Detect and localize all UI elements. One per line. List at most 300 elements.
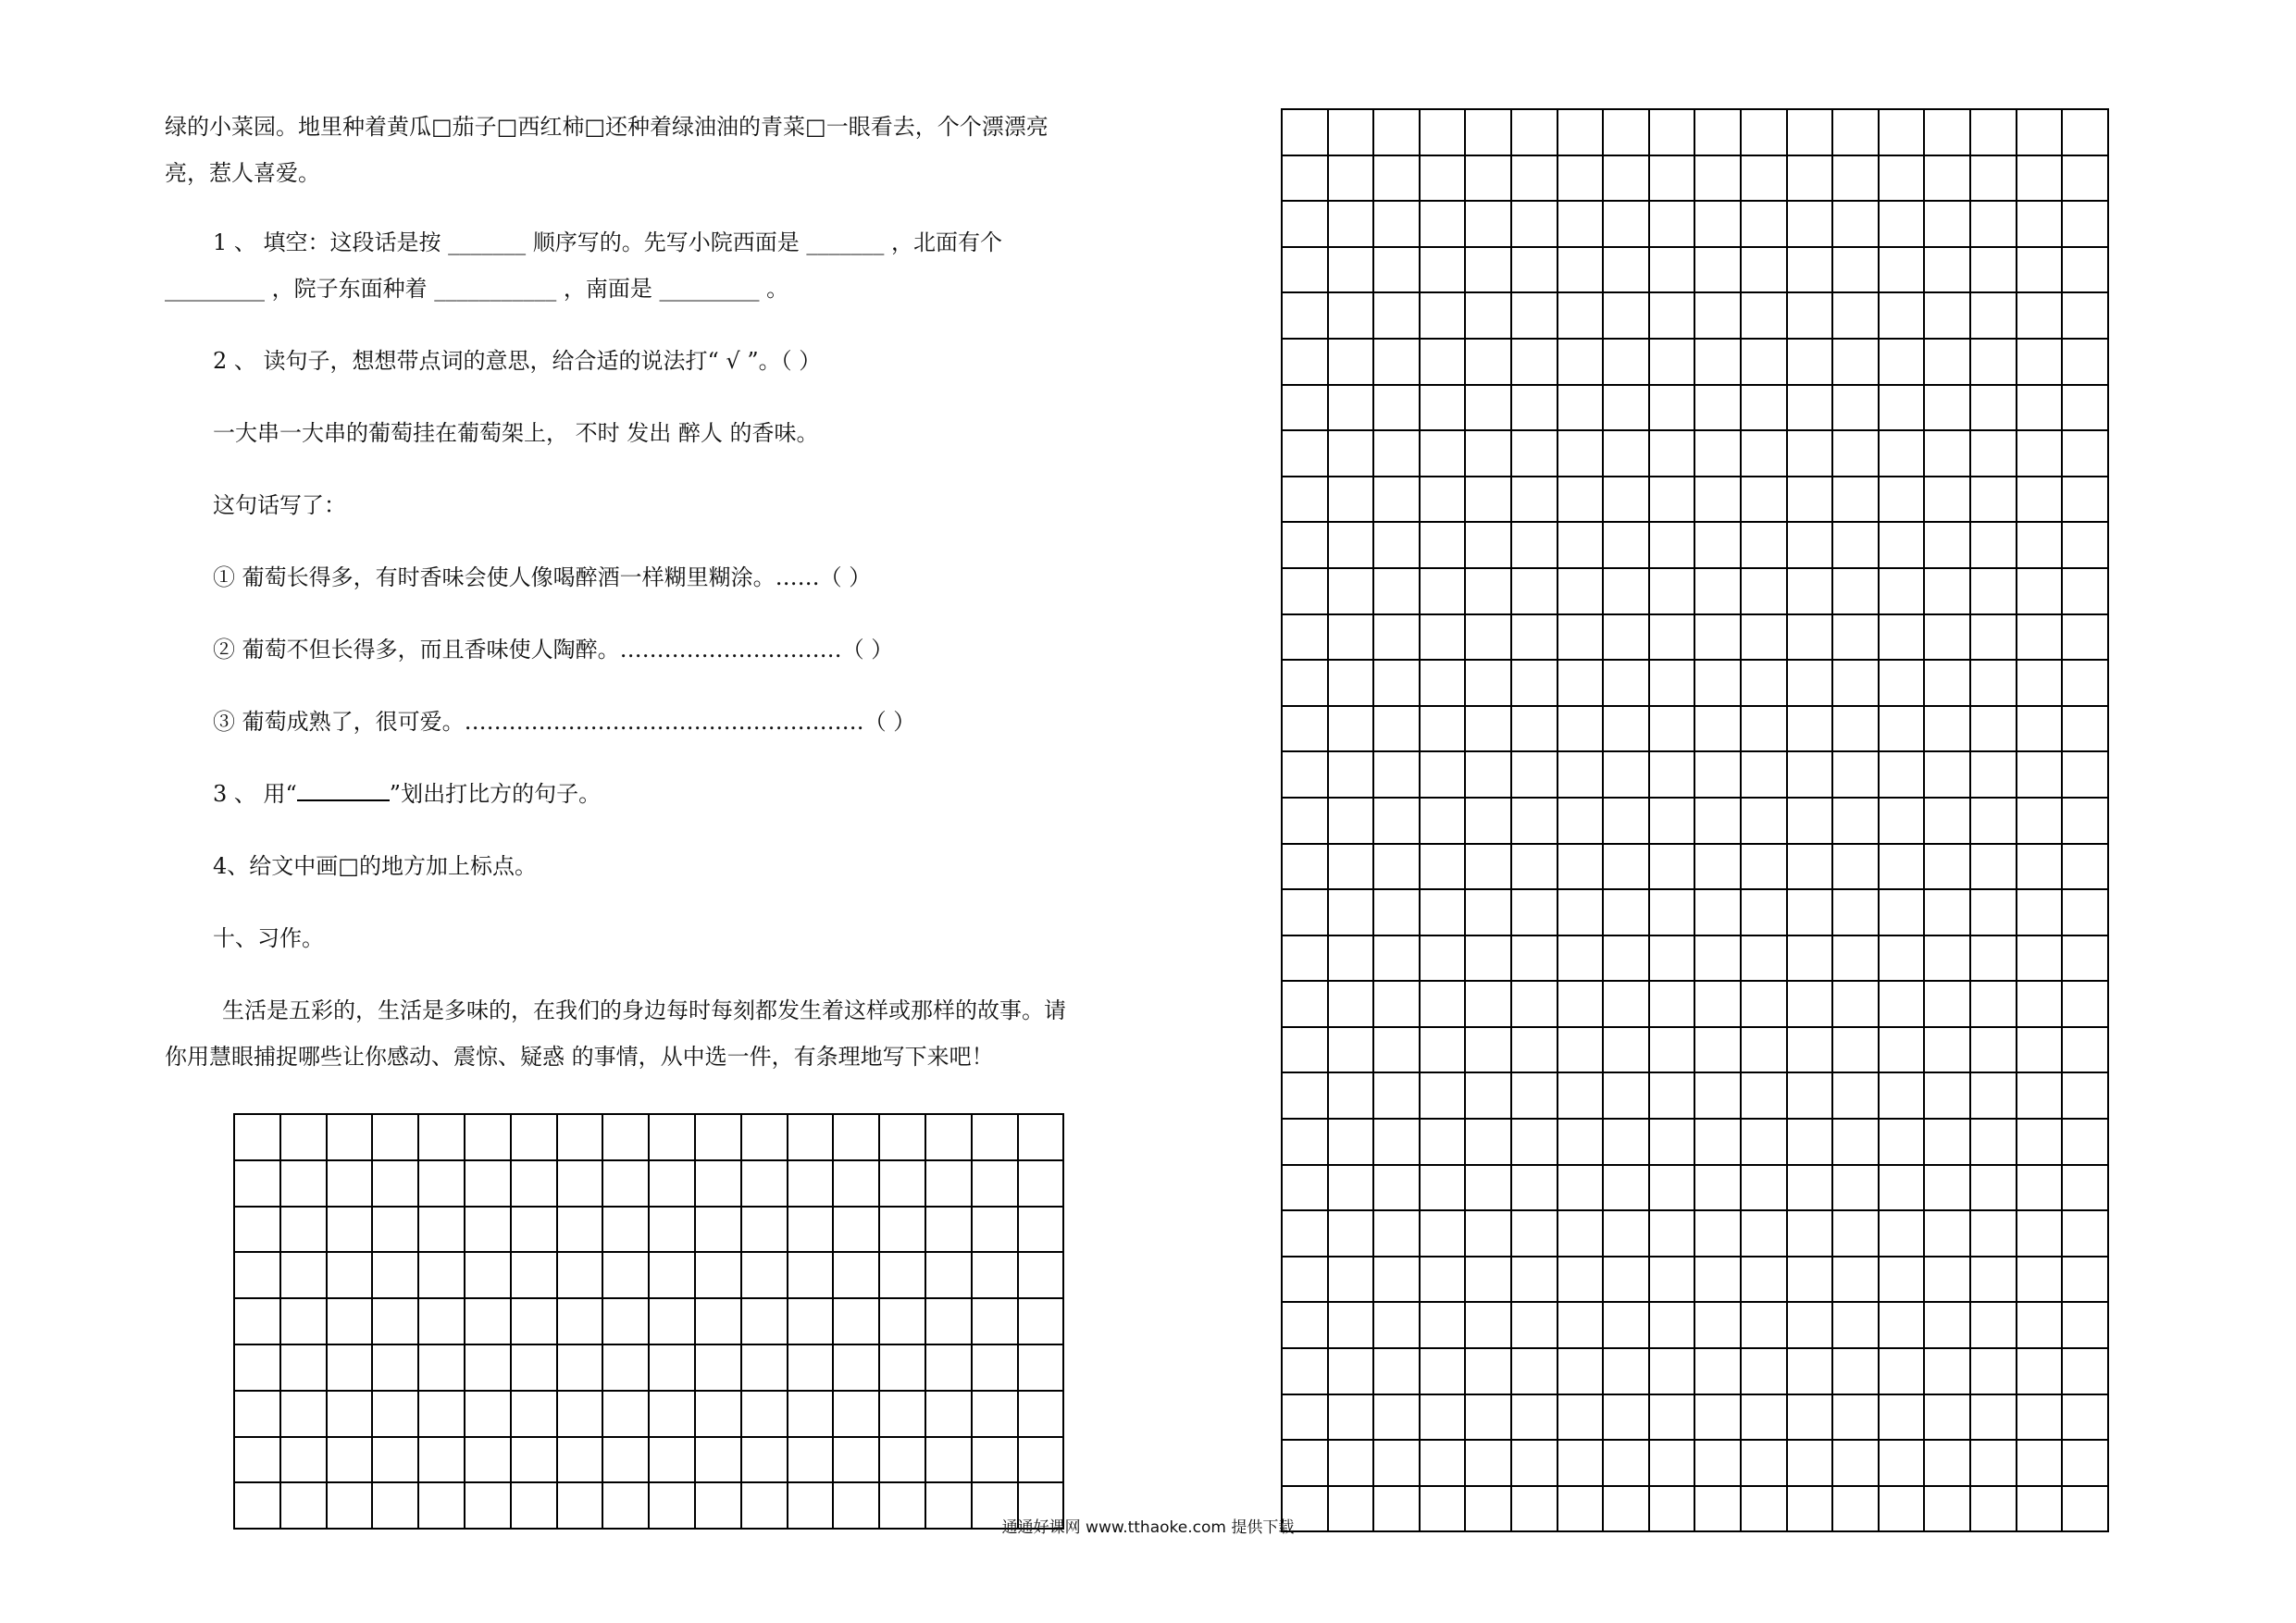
grid-cell xyxy=(1879,292,1925,339)
grid-row xyxy=(1282,568,2108,614)
grid-cell xyxy=(1694,981,1741,1027)
grid-cell xyxy=(1694,1257,1741,1303)
grid-cell xyxy=(1787,292,1833,339)
grid-cell xyxy=(1694,660,1741,706)
grid-cell xyxy=(879,1391,925,1437)
grid-cell xyxy=(1741,1072,1787,1119)
grid-cell xyxy=(1282,706,1328,752)
grid-cell xyxy=(1511,1210,1558,1257)
grid-cell xyxy=(1420,201,1466,247)
grid-cell xyxy=(1970,339,2017,385)
grid-cell xyxy=(1558,706,1604,752)
grid-cell xyxy=(925,1437,972,1483)
grid-cell xyxy=(1879,706,1925,752)
grid-cell xyxy=(1420,1072,1466,1119)
grid-cell xyxy=(1832,292,1879,339)
grid-cell xyxy=(1741,935,1787,982)
grid-cell xyxy=(1282,1394,1328,1441)
grid-cell xyxy=(741,1252,788,1298)
grid-cell xyxy=(2017,706,2063,752)
grid-cell xyxy=(1649,522,1695,568)
grid-cell xyxy=(1603,1165,1649,1211)
grid-cell xyxy=(2062,660,2108,706)
grid-cell xyxy=(1558,798,1604,844)
grid-cell xyxy=(1603,798,1649,844)
grid-cell xyxy=(1787,844,1833,890)
grid-cell xyxy=(1970,430,2017,477)
grid-cell xyxy=(925,1160,972,1207)
grid-row xyxy=(1282,1257,2108,1303)
grid-cell xyxy=(833,1344,879,1391)
grid-cell xyxy=(1558,1072,1604,1119)
grid-cell xyxy=(372,1160,418,1207)
grid-row xyxy=(1282,751,2108,798)
grid-cell xyxy=(1511,1165,1558,1211)
grid-cell xyxy=(2062,844,2108,890)
grid-cell xyxy=(1694,385,1741,431)
grid-cell xyxy=(1373,522,1420,568)
grid-cell xyxy=(1832,1210,1879,1257)
grid-cell xyxy=(1373,155,1420,202)
grid-cell xyxy=(1465,292,1511,339)
grid-cell xyxy=(2062,1348,2108,1394)
grid-cell xyxy=(1603,385,1649,431)
example-sentence: 一大串一大串的葡萄挂在葡萄架上， 不时 发出 醉人 的香味。 xyxy=(213,420,819,446)
grid-cell xyxy=(1282,477,1328,523)
grid-cell xyxy=(1832,247,1879,293)
grid-cell xyxy=(1741,798,1787,844)
grid-cell xyxy=(1328,109,1374,155)
grid-cell xyxy=(1465,155,1511,202)
question-2: 2 、 读句子，想想带点词的意思，给合适的说法打“ √ ”。（ ） xyxy=(213,348,822,374)
grid-cell xyxy=(1603,1302,1649,1348)
grid-cell xyxy=(1649,660,1695,706)
grid-cell xyxy=(1328,981,1374,1027)
grid-cell xyxy=(1511,477,1558,523)
grid-cell xyxy=(1649,706,1695,752)
grid-cell xyxy=(1282,155,1328,202)
grid-cell xyxy=(1603,935,1649,982)
grid-cell xyxy=(1832,477,1879,523)
grid-cell xyxy=(511,1114,557,1160)
grid-cell xyxy=(2017,798,2063,844)
grid-cell xyxy=(280,1114,327,1160)
grid-cell xyxy=(1970,844,2017,890)
grid-cell xyxy=(1420,889,1466,935)
grid-cell xyxy=(1420,614,1466,661)
grid-cell xyxy=(925,1114,972,1160)
grid-cell xyxy=(1924,751,1970,798)
grid-cell xyxy=(1879,1348,1925,1394)
grid-cell xyxy=(2017,522,2063,568)
grid-cell xyxy=(1018,1252,1064,1298)
grid-cell xyxy=(418,1391,465,1437)
grid-cell xyxy=(1328,889,1374,935)
grid-cell xyxy=(1465,522,1511,568)
grid-cell xyxy=(1282,385,1328,431)
grid-cell xyxy=(972,1298,1018,1344)
grid-cell xyxy=(1558,844,1604,890)
grid-cell xyxy=(1420,751,1466,798)
grid-cell xyxy=(1511,1027,1558,1073)
grid-row xyxy=(1282,1119,2108,1165)
grid-cell xyxy=(649,1391,695,1437)
question-3 xyxy=(213,778,601,810)
grid-cell xyxy=(1832,935,1879,982)
option-3: ③ 葡萄成熟了，很可爱。………………………………………………（ ） xyxy=(213,709,916,735)
grid-cell xyxy=(788,1252,834,1298)
grid-cell xyxy=(1558,981,1604,1027)
grid-cell xyxy=(1282,935,1328,982)
grid-cell xyxy=(1694,706,1741,752)
grid-cell xyxy=(1649,247,1695,293)
grid-cell xyxy=(280,1160,327,1207)
grid-cell xyxy=(1373,844,1420,890)
grid-row xyxy=(1282,1348,2108,1394)
grid-row xyxy=(1282,1165,2108,1211)
grid-cell xyxy=(2017,1394,2063,1441)
grid-cell xyxy=(2062,1165,2108,1211)
grid-cell xyxy=(741,1160,788,1207)
grid-cell xyxy=(2062,1210,2108,1257)
grid-cell xyxy=(1603,889,1649,935)
grid-cell xyxy=(1970,1440,2017,1486)
grid-cell xyxy=(1511,201,1558,247)
grid-cell xyxy=(1832,1394,1879,1441)
grid-row xyxy=(1282,109,2108,155)
grid-cell xyxy=(741,1114,788,1160)
grid-cell xyxy=(1328,522,1374,568)
grid-cell xyxy=(2062,981,2108,1027)
grid-cell xyxy=(1649,477,1695,523)
grid-cell xyxy=(1420,430,1466,477)
grid-cell xyxy=(1741,1440,1787,1486)
grid-cell xyxy=(788,1114,834,1160)
grid-cell xyxy=(2062,935,2108,982)
grid-cell xyxy=(1741,155,1787,202)
grid-cell xyxy=(1924,706,1970,752)
grid-cell xyxy=(1373,1257,1420,1303)
grid-cell xyxy=(2062,751,2108,798)
grid-row xyxy=(1282,981,2108,1027)
underline-sample xyxy=(297,779,390,801)
grid-cell xyxy=(602,1160,649,1207)
grid-cell xyxy=(1741,1119,1787,1165)
grid-cell xyxy=(557,1160,603,1207)
grid-cell xyxy=(2017,155,2063,202)
grid-cell xyxy=(1373,1348,1420,1394)
grid-cell xyxy=(1694,844,1741,890)
grid-cell xyxy=(1924,430,1970,477)
grid-cell xyxy=(1328,201,1374,247)
grid-cell xyxy=(1282,568,1328,614)
grid-cell xyxy=(1420,935,1466,982)
grid-cell xyxy=(1741,660,1787,706)
grid-cell xyxy=(1511,1257,1558,1303)
grid-cell xyxy=(1787,1165,1833,1211)
grid-cell xyxy=(1879,660,1925,706)
grid-cell xyxy=(2062,201,2108,247)
grid-cell xyxy=(972,1252,1018,1298)
grid-cell xyxy=(1694,935,1741,982)
grid-cell xyxy=(1282,522,1328,568)
grid-cell xyxy=(1694,1440,1741,1486)
grid-cell xyxy=(1879,981,1925,1027)
grid-cell xyxy=(602,1437,649,1483)
grid-cell xyxy=(1373,889,1420,935)
grid-cell xyxy=(1787,1072,1833,1119)
grid-row xyxy=(1282,1394,2108,1441)
question-3-suffix: ”划出打比方的句子。 xyxy=(389,781,602,807)
grid-cell xyxy=(1465,201,1511,247)
grid-cell xyxy=(1649,1440,1695,1486)
grid-cell xyxy=(1924,614,1970,661)
grid-cell xyxy=(1787,1440,1833,1486)
grid-cell xyxy=(1465,660,1511,706)
grid-cell xyxy=(1879,430,1925,477)
grid-cell xyxy=(2062,1072,2108,1119)
grid-cell xyxy=(2017,1257,2063,1303)
grid-cell xyxy=(1649,292,1695,339)
grid-cell xyxy=(1511,706,1558,752)
grid-cell xyxy=(1603,339,1649,385)
grid-cell xyxy=(465,1207,511,1253)
grid-cell xyxy=(1282,614,1328,661)
grid-cell xyxy=(2017,477,2063,523)
grid-cell xyxy=(2017,614,2063,661)
grid-cell xyxy=(1924,1257,1970,1303)
grid-cell xyxy=(1741,201,1787,247)
grid-cell xyxy=(1373,339,1420,385)
grid-cell xyxy=(1741,477,1787,523)
grid-cell xyxy=(1282,1302,1328,1348)
grid-cell xyxy=(1603,292,1649,339)
grid-cell xyxy=(2017,385,2063,431)
grid-cell xyxy=(1373,706,1420,752)
grid-cell xyxy=(1328,1302,1374,1348)
grid-cell xyxy=(2017,935,2063,982)
grid-cell xyxy=(234,1437,280,1483)
grid-cell xyxy=(1328,1027,1374,1073)
grid-cell xyxy=(1832,1165,1879,1211)
composition-line-1: 生活是五彩的，生活是多味的，在我们的身边每时每刻都发生着这样或那样的故事。请 xyxy=(222,997,1066,1023)
grid-cell xyxy=(1741,522,1787,568)
grid-cell xyxy=(2017,568,2063,614)
grid-cell xyxy=(1465,889,1511,935)
grid-cell xyxy=(1018,1344,1064,1391)
grid-cell xyxy=(695,1114,741,1160)
grid-cell xyxy=(1741,1027,1787,1073)
grid-cell xyxy=(1603,751,1649,798)
grid-cell xyxy=(1694,201,1741,247)
grid-cell xyxy=(1787,660,1833,706)
grid-cell xyxy=(1879,614,1925,661)
grid-cell xyxy=(1924,1440,1970,1486)
grid-cell xyxy=(1603,1440,1649,1486)
writing-grid-right xyxy=(1281,108,2109,1532)
grid-row xyxy=(234,1391,1063,1437)
grid-cell xyxy=(1465,706,1511,752)
grid-cell xyxy=(1741,614,1787,661)
grid-cell xyxy=(1328,1257,1374,1303)
grid-cell xyxy=(1787,614,1833,661)
option-2: ② 葡萄不但长得多，而且香味使人陶醉。…………………………（ ） xyxy=(213,637,894,663)
grid-cell xyxy=(1787,706,1833,752)
grid-cell xyxy=(1879,1440,1925,1486)
grid-cell xyxy=(1924,1210,1970,1257)
grid-cell xyxy=(1328,660,1374,706)
grid-cell xyxy=(788,1391,834,1437)
grid-cell xyxy=(1603,247,1649,293)
grid-cell xyxy=(2017,844,2063,890)
grid-cell xyxy=(1282,1440,1328,1486)
grid-cell xyxy=(788,1437,834,1483)
grid-cell xyxy=(1649,1348,1695,1394)
grid-cell xyxy=(1924,247,1970,293)
grid-cell xyxy=(1970,155,2017,202)
grid-cell xyxy=(1420,660,1466,706)
composition-line-2: 你用慧眼捕捉哪些让你感动、震惊、疑惑 的事情，从中选一件，有条理地写下来吧！ xyxy=(165,1044,994,1070)
grid-cell xyxy=(1694,1165,1741,1211)
grid-cell xyxy=(1649,1302,1695,1348)
grid-cell xyxy=(2017,1210,2063,1257)
grid-cell xyxy=(372,1252,418,1298)
grid-cell xyxy=(1603,1348,1649,1394)
composition-heading: 十、习作。 xyxy=(213,925,324,951)
grid-cell xyxy=(1879,477,1925,523)
grid-cell xyxy=(1282,247,1328,293)
grid-cell xyxy=(1787,201,1833,247)
grid-cell xyxy=(1879,1072,1925,1119)
grid-cell xyxy=(2062,292,2108,339)
grid-cell xyxy=(1694,522,1741,568)
grid-cell xyxy=(1373,1440,1420,1486)
grid-cell xyxy=(972,1160,1018,1207)
grid-cell xyxy=(557,1114,603,1160)
grid-cell xyxy=(1649,981,1695,1027)
grid-cell xyxy=(741,1298,788,1344)
grid-cell xyxy=(234,1160,280,1207)
grid-cell xyxy=(2017,1072,2063,1119)
grid-cell xyxy=(327,1160,373,1207)
grid-cell xyxy=(1465,1394,1511,1441)
grid-cell xyxy=(1970,385,2017,431)
grid-cell xyxy=(1511,1302,1558,1348)
grid-cell xyxy=(280,1344,327,1391)
grid-cell xyxy=(695,1298,741,1344)
grid-cell xyxy=(372,1298,418,1344)
grid-cell xyxy=(1282,339,1328,385)
grid-cell xyxy=(465,1298,511,1344)
grid-row xyxy=(234,1160,1063,1207)
grid-cell xyxy=(1558,1302,1604,1348)
grid-cell xyxy=(1420,522,1466,568)
grid-cell xyxy=(1924,201,1970,247)
grid-cell xyxy=(1018,1160,1064,1207)
grid-cell xyxy=(1373,1165,1420,1211)
grid-cell xyxy=(1282,981,1328,1027)
grid-cell xyxy=(1511,751,1558,798)
grid-row xyxy=(234,1114,1063,1160)
grid-cell xyxy=(2062,1027,2108,1073)
grid-cell xyxy=(1741,339,1787,385)
grid-cell xyxy=(1879,1302,1925,1348)
grid-cell xyxy=(1511,614,1558,661)
grid-cell xyxy=(1558,201,1604,247)
grid-cell xyxy=(1741,292,1787,339)
grid-cell xyxy=(1787,155,1833,202)
grid-row xyxy=(1282,292,2108,339)
grid-cell xyxy=(1787,798,1833,844)
grid-cell xyxy=(1558,292,1604,339)
grid-cell xyxy=(1970,1257,2017,1303)
grid-cell xyxy=(1511,155,1558,202)
grid-cell xyxy=(1465,844,1511,890)
grid-cell xyxy=(972,1391,1018,1437)
grid-cell xyxy=(1603,109,1649,155)
grid-cell xyxy=(1282,1257,1328,1303)
grid-cell xyxy=(1832,1027,1879,1073)
grid-cell xyxy=(1373,1210,1420,1257)
grid-cell xyxy=(1970,1394,2017,1441)
grid-cell xyxy=(1879,522,1925,568)
grid-cell xyxy=(1328,568,1374,614)
grid-cell xyxy=(1603,1210,1649,1257)
grid-cell xyxy=(695,1437,741,1483)
grid-cell xyxy=(741,1391,788,1437)
grid-cell xyxy=(2017,247,2063,293)
grid-cell xyxy=(327,1298,373,1344)
grid-cell xyxy=(1465,1165,1511,1211)
grid-cell xyxy=(1420,247,1466,293)
grid-cell xyxy=(1465,614,1511,661)
grid-cell xyxy=(1832,889,1879,935)
grid-cell xyxy=(1328,1072,1374,1119)
grid-cell xyxy=(2017,201,2063,247)
grid-cell xyxy=(925,1207,972,1253)
grid-cell xyxy=(1603,155,1649,202)
grid-cell xyxy=(1465,1027,1511,1073)
grid-cell xyxy=(2062,477,2108,523)
grid-cell xyxy=(1970,1027,2017,1073)
grid-cell xyxy=(1741,1257,1787,1303)
grid-cell xyxy=(280,1391,327,1437)
grid-cell xyxy=(2062,889,2108,935)
grid-cell xyxy=(1558,1119,1604,1165)
grid-cell xyxy=(1282,1072,1328,1119)
grid-cell xyxy=(327,1391,373,1437)
grid-cell xyxy=(1649,568,1695,614)
grid-cell xyxy=(1832,706,1879,752)
grid-cell xyxy=(649,1160,695,1207)
grid-cell xyxy=(1649,155,1695,202)
grid-cell xyxy=(1282,1027,1328,1073)
grid-cell xyxy=(1465,247,1511,293)
grid-cell xyxy=(1328,614,1374,661)
grid-cell xyxy=(327,1207,373,1253)
grid-cell xyxy=(1018,1437,1064,1483)
grid-cell xyxy=(1970,109,2017,155)
grid-cell xyxy=(1924,935,1970,982)
grid-cell xyxy=(1694,614,1741,661)
grid-cell xyxy=(649,1207,695,1253)
grid-cell xyxy=(1420,155,1466,202)
grid-cell xyxy=(2017,1302,2063,1348)
grid-cell xyxy=(1282,1348,1328,1394)
grid-cell xyxy=(418,1114,465,1160)
grid-cell xyxy=(1465,385,1511,431)
grid-cell xyxy=(649,1114,695,1160)
